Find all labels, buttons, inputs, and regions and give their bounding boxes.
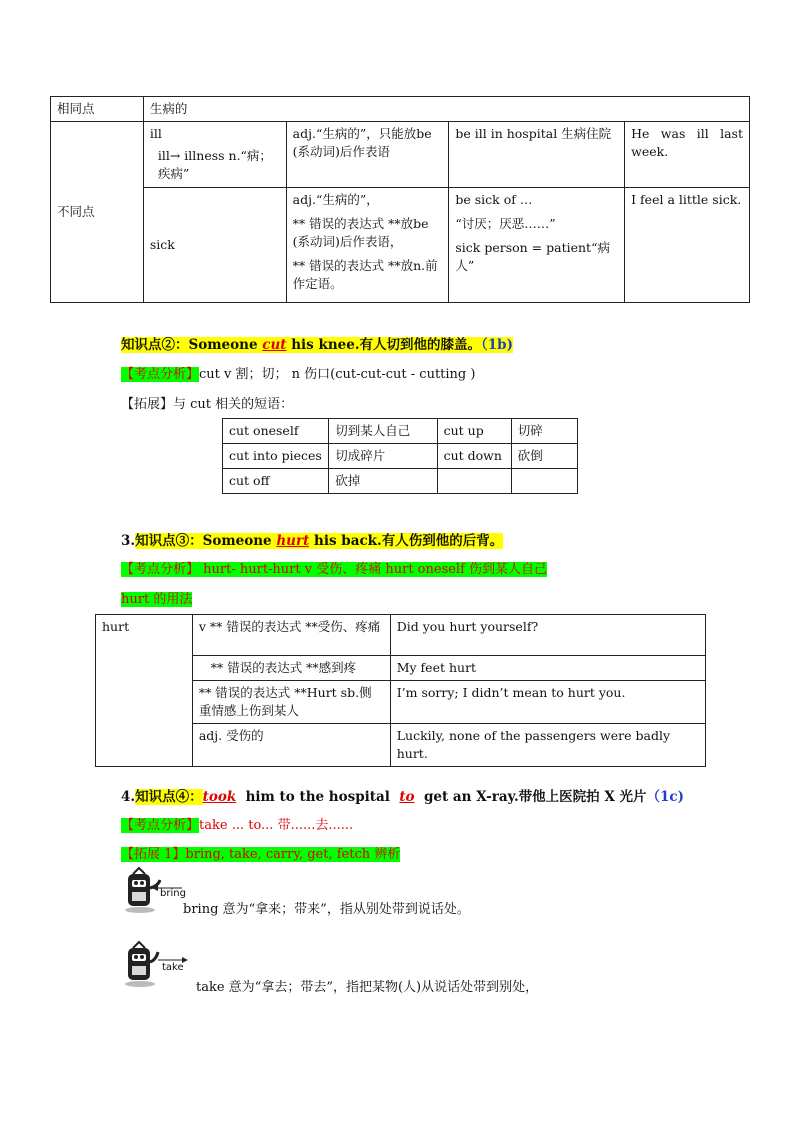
usage-title-text: hurt 的用法 bbox=[121, 592, 193, 607]
point4-ext bbox=[121, 843, 400, 862]
point4-post: get an X-ray.带他上医院拍 X 光片 bbox=[414, 789, 647, 805]
hurt-example-1: Did you hurt yourself? bbox=[390, 615, 705, 656]
hurt-usage-3: ** 错误的表达式 **Hurt sb.侧重情感上伤到某人 bbox=[192, 681, 390, 724]
ill-word: ill bbox=[149, 126, 162, 141]
sick-example: I feel a little sick. bbox=[625, 188, 750, 303]
table-row bbox=[51, 188, 750, 303]
point3-num: 3. bbox=[121, 533, 136, 549]
sick-usage-2: ** 错误的表达式 **放be (系动词)后作表语， bbox=[292, 216, 429, 249]
table-cell: cut into pieces bbox=[223, 444, 329, 469]
ill-sick-comparison-table bbox=[50, 96, 750, 303]
table-cell bbox=[437, 469, 511, 494]
point2-heading bbox=[121, 333, 513, 353]
table-row bbox=[223, 444, 578, 469]
point2-analysis bbox=[121, 363, 475, 382]
same-value: 生病的 bbox=[143, 97, 749, 122]
point2-ext: 【拓展】与 cut 相关的短语： bbox=[121, 397, 294, 412]
diff-label: 不同点 bbox=[51, 122, 144, 303]
sick-phrase-cell bbox=[449, 188, 625, 303]
point2-pre: Someone bbox=[188, 337, 263, 353]
table-cell: 切成碎片 bbox=[329, 444, 437, 469]
point3-keyword: hurt bbox=[276, 533, 310, 549]
point3-pre: Someone bbox=[202, 533, 277, 549]
sick-usage-1: adj.“生病的”， bbox=[292, 192, 379, 207]
same-label: 相同点 bbox=[51, 97, 144, 122]
hurt-usage-1: v ** 错误的表达式 **受伤、疼痛 bbox=[192, 615, 390, 656]
sick-phrase-1: be sick of … bbox=[455, 192, 533, 207]
point3-analysis-a: hurt- hurt-hurt v 受伤、疼痛 bbox=[199, 562, 386, 577]
point3-analysis-b: hurt oneself bbox=[385, 562, 470, 577]
point2-label: 知识点②： bbox=[121, 337, 189, 353]
table-row bbox=[96, 615, 706, 656]
point3-analysis-tag: 【考点分析】 bbox=[121, 562, 200, 577]
take-text: take 意为“拿去；带去”，指把某物(人)从说话处带到别处， bbox=[196, 980, 539, 995]
ill-example: He was ill last week. bbox=[625, 122, 750, 188]
ill-cell bbox=[143, 122, 286, 188]
table-row bbox=[223, 419, 578, 444]
take-caption: take bbox=[162, 962, 184, 973]
point3-usage-title bbox=[121, 588, 192, 607]
point4-label: 知识点④： bbox=[135, 789, 203, 805]
point3-label: 知识点③： bbox=[135, 533, 203, 549]
ill-usage: adj.“生病的”，只能放be (系动词)后作表语 bbox=[286, 122, 449, 188]
sick-usage-cell bbox=[286, 188, 449, 303]
point4-analysis-text: take ... to... 带......去...... bbox=[199, 818, 354, 833]
table-cell: cut off bbox=[223, 469, 329, 494]
point4-analysis bbox=[121, 814, 353, 833]
point4-analysis-tag: 【考点分析】 bbox=[121, 818, 200, 833]
table-cell: cut down bbox=[437, 444, 511, 469]
point3-post: his back.有人伤到他的后背。 bbox=[309, 533, 504, 549]
hurt-example-2: My feet hurt bbox=[390, 656, 705, 681]
point4-kw2: to bbox=[399, 789, 415, 805]
table-row bbox=[51, 97, 750, 122]
table-cell: 切到某人自己 bbox=[329, 419, 437, 444]
point4-heading bbox=[121, 785, 684, 805]
point2-ref: （1b) bbox=[481, 337, 514, 353]
table-cell bbox=[511, 469, 577, 494]
hurt-usage-table bbox=[95, 614, 706, 767]
point4-num: 4. bbox=[121, 789, 136, 805]
sick-phrase-2: “讨厌；厌恶……” bbox=[455, 216, 556, 231]
sick-usage-3: ** 错误的表达式 **放n.前作定语。 bbox=[292, 258, 438, 291]
point2-analysis-text: cut v 割；切； n 伤口(cut-cut-cut - cutting ) bbox=[199, 367, 476, 382]
point2-post: his knee.有人切到他的膝盖。 bbox=[286, 337, 482, 353]
point4-kw1: took bbox=[202, 789, 237, 805]
point4-ref: （1c) bbox=[646, 789, 685, 805]
ill-phrase: be ill in hospital 生病住院 bbox=[449, 122, 625, 188]
hurt-example-3: I’m sorry; I didn’t mean to hurt you. bbox=[390, 681, 705, 724]
point3-heading bbox=[121, 529, 503, 549]
bring-text: bring 意为“拿来；带来”，指从别处带到说话处。 bbox=[183, 902, 470, 917]
ill-note: ill→ illness n.“病；疾病” bbox=[157, 148, 272, 181]
table-cell: 砍掉 bbox=[329, 469, 437, 494]
cut-phrase-table bbox=[222, 418, 578, 494]
hurt-example-4: Luckily, none of the passengers were badly hurt. bbox=[390, 724, 705, 767]
point4-mid: him to the hospital bbox=[236, 789, 400, 805]
table-cell: 切碎 bbox=[511, 419, 577, 444]
hurt-usage-4: adj. 受伤的 bbox=[192, 724, 390, 767]
sick-phrase-3: sick person = patient“病人” bbox=[455, 240, 610, 273]
point2-analysis-tag: 【考点分析】 bbox=[121, 367, 200, 382]
table-cell: cut up bbox=[437, 419, 511, 444]
point3-analysis-c: 伤到某人自己 bbox=[469, 562, 548, 577]
table-cell: 砍倒 bbox=[511, 444, 577, 469]
table-row bbox=[223, 469, 578, 494]
point4-ext-text: 【拓展 1】bring, take, carry, get, fetch 辨析 bbox=[121, 847, 401, 862]
point2-keyword: cut bbox=[262, 337, 287, 353]
table-row bbox=[51, 122, 750, 188]
hurt-usage-2: ** 错误的表达式 **感到疼 bbox=[192, 656, 390, 681]
sick-word: sick bbox=[143, 188, 286, 303]
bring-caption: bring bbox=[160, 888, 186, 899]
table-cell: cut oneself bbox=[223, 419, 329, 444]
hurt-word: hurt bbox=[96, 615, 193, 767]
point3-analysis bbox=[121, 558, 547, 577]
